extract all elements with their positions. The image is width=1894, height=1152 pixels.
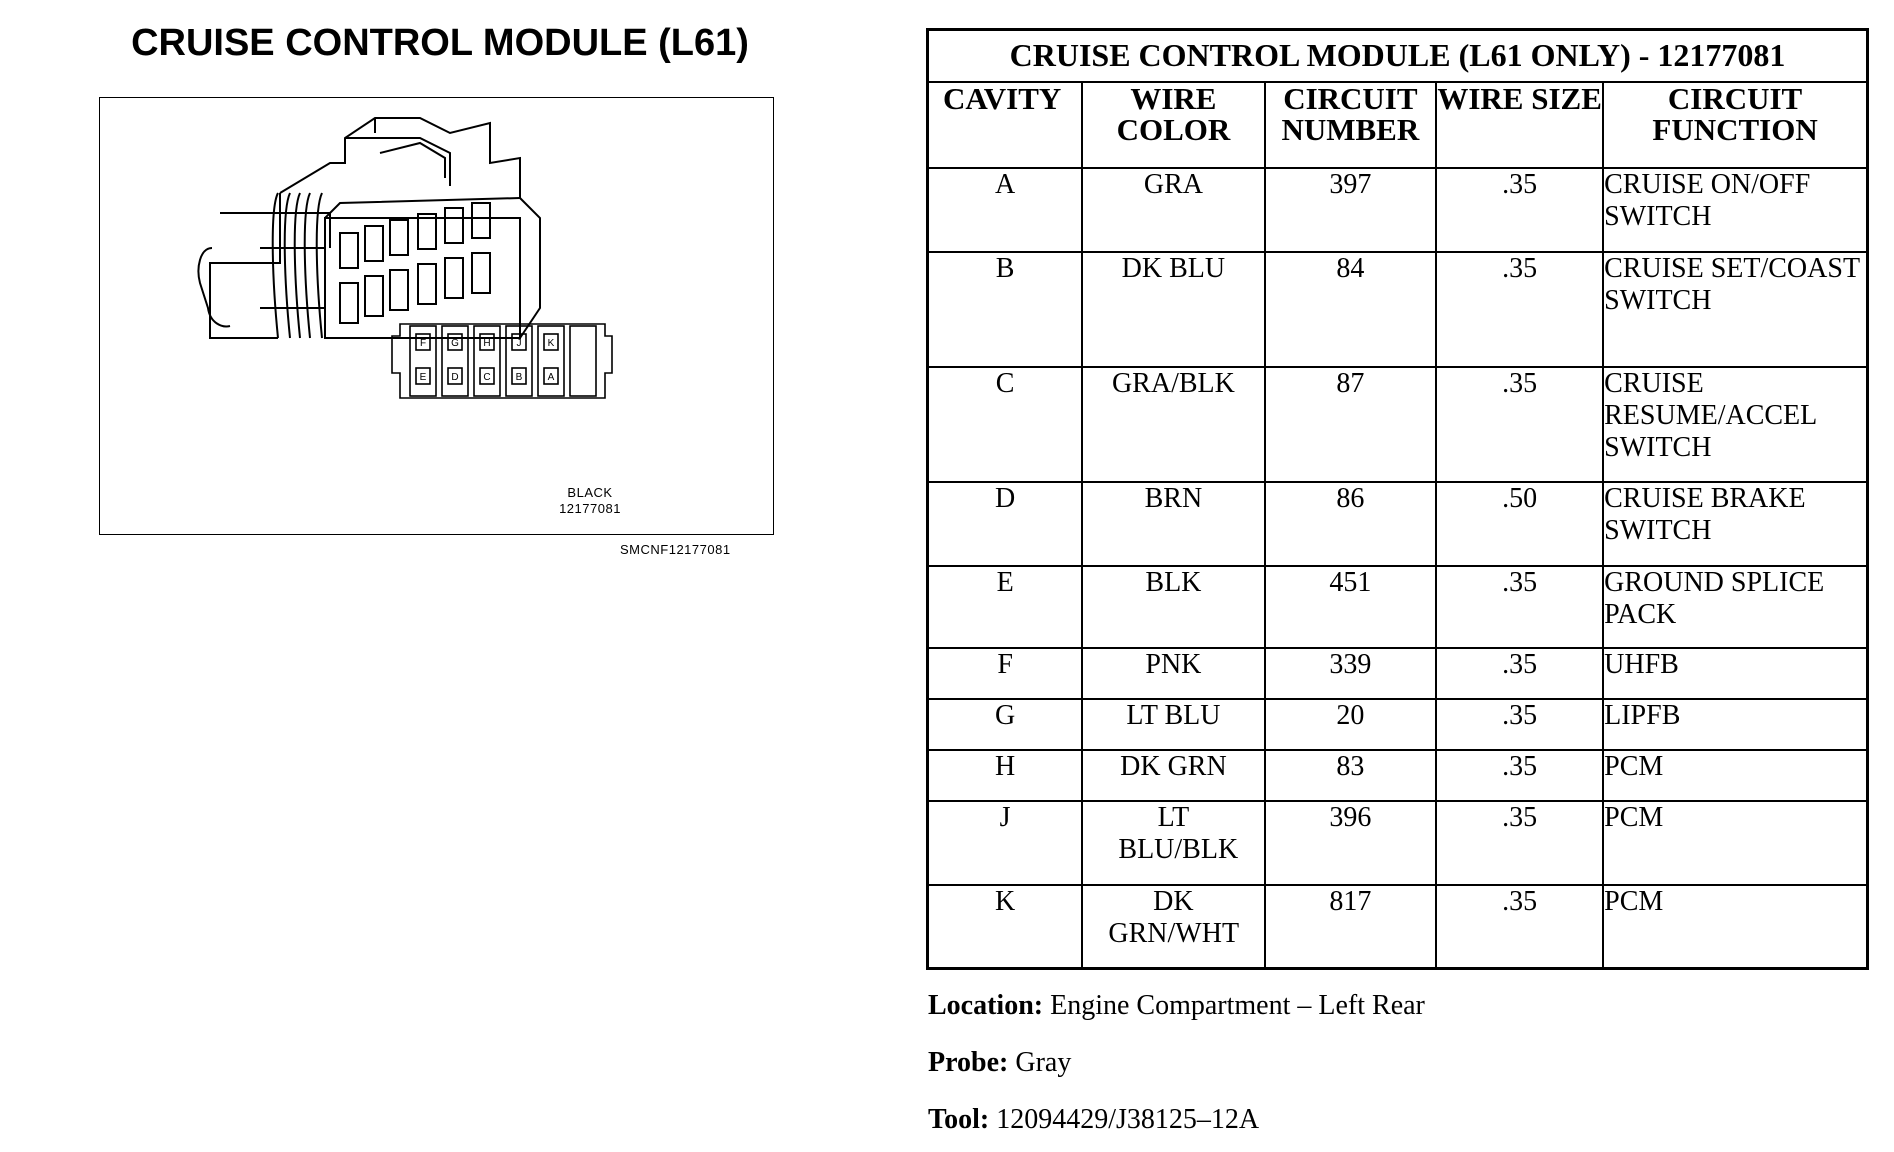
header-wire-color: WIRE COLOR xyxy=(1082,82,1264,168)
cell-circuit-function: UHFB xyxy=(1603,648,1867,699)
cell-circuit-number: 87 xyxy=(1265,367,1437,482)
cell-cavity: J xyxy=(928,801,1083,885)
cell-circuit-function: CRUISE ON/OFF SWITCH xyxy=(1603,168,1867,252)
cell-wire-size: .35 xyxy=(1436,648,1603,699)
header-cavity: CAVITY xyxy=(928,82,1083,168)
cell-cavity: D xyxy=(928,482,1083,566)
figure-code: SMCNF12177081 xyxy=(620,542,731,557)
table-row xyxy=(928,801,1868,885)
cell-circuit-number: 451 xyxy=(1265,566,1437,648)
header-circuit-number: CIRCUIT NUMBER xyxy=(1265,82,1437,168)
connector-pinout-table xyxy=(926,28,1869,970)
cavity-label-K: K xyxy=(547,338,555,349)
tool-value: 12094429/J38125–12A xyxy=(996,1104,1260,1135)
cavity-label-G: G xyxy=(451,338,459,349)
cell-circuit-function: CRUISE SET/COAST SWITCH xyxy=(1603,252,1867,367)
cell-circuit-function: CRUISE RESUME/ACCEL SWITCH xyxy=(1603,367,1867,482)
cavity-label-H: H xyxy=(483,338,491,349)
cell-wire-color: BLK xyxy=(1082,566,1264,648)
cell-wire-color: GRA xyxy=(1082,168,1264,252)
connector-illustration xyxy=(100,98,775,536)
cell-circuit-number: 86 xyxy=(1265,482,1437,566)
table-header-row xyxy=(928,82,1868,168)
header-wire-size: WIRE SIZE xyxy=(1436,82,1603,168)
cell-wire-size: .35 xyxy=(1436,168,1603,252)
cavity-label-J: J xyxy=(516,338,522,349)
cell-circuit-number: 817 xyxy=(1265,885,1437,969)
table-row xyxy=(928,648,1868,699)
cell-cavity: K xyxy=(928,885,1083,969)
connector-part-number: 12177081 xyxy=(559,501,621,516)
cell-wire-color: DK GRN xyxy=(1082,750,1264,801)
table-row xyxy=(928,566,1868,648)
cell-cavity: G xyxy=(928,699,1083,750)
tool-label: Tool: xyxy=(928,1104,990,1135)
cell-wire-size: .35 xyxy=(1436,801,1603,885)
connector-figure xyxy=(99,97,774,535)
table-row xyxy=(928,885,1868,969)
wire-color-text: DK GRN/WHT xyxy=(1108,885,1240,949)
cell-circuit-number: 84 xyxy=(1265,252,1437,367)
cell-circuit-number: 83 xyxy=(1265,750,1437,801)
table-title: CRUISE CONTROL MODULE (L61 ONLY) - 12177081 xyxy=(928,30,1868,82)
cavity-label-A: A xyxy=(547,372,555,383)
cell-wire-color: LT BLU xyxy=(1082,699,1264,750)
table-row xyxy=(928,482,1868,566)
cell-cavity: H xyxy=(928,750,1083,801)
cell-circuit-function: PCM xyxy=(1603,750,1867,801)
probe-label: Probe: xyxy=(928,1047,1009,1078)
cell-cavity: B xyxy=(928,252,1083,367)
cell-circuit-function: PCM xyxy=(1603,885,1867,969)
table-row xyxy=(928,252,1868,367)
cell-circuit-function: CRUISE BRAKE SWITCH xyxy=(1603,482,1867,566)
cell-cavity: C xyxy=(928,367,1083,482)
cell-wire-size: .35 xyxy=(1436,885,1603,969)
cell-wire-size: .35 xyxy=(1436,566,1603,648)
location-value: Engine Compartment – Left Rear xyxy=(1050,990,1425,1021)
cavity-label-E: E xyxy=(419,372,427,383)
wire-color-text: LT BLU/BLK xyxy=(1118,801,1239,865)
cell-circuit-number: 396 xyxy=(1265,801,1437,885)
cell-circuit-function: PCM xyxy=(1603,801,1867,885)
cavity-label-C: C xyxy=(483,372,491,383)
cell-circuit-number: 20 xyxy=(1265,699,1437,750)
cell-cavity: A xyxy=(928,168,1083,252)
cavity-label-B: B xyxy=(515,372,523,383)
cavity-label-D: D xyxy=(451,372,459,383)
table-row xyxy=(928,750,1868,801)
cell-circuit-function: LIPFB xyxy=(1603,699,1867,750)
cell-wire-color xyxy=(1082,885,1264,969)
cell-cavity: F xyxy=(928,648,1083,699)
cell-circuit-number: 397 xyxy=(1265,168,1437,252)
cell-cavity: E xyxy=(928,566,1083,648)
cell-wire-color: BRN xyxy=(1082,482,1264,566)
header-circuit-function: CIRCUIT FUNCTION xyxy=(1603,82,1867,168)
table-row xyxy=(928,699,1868,750)
cell-wire-size: .35 xyxy=(1436,367,1603,482)
cell-wire-size: .50 xyxy=(1436,482,1603,566)
cell-circuit-number: 339 xyxy=(1265,648,1437,699)
table-row xyxy=(928,168,1868,252)
location-line xyxy=(928,990,1425,1022)
probe-line xyxy=(928,1047,1071,1079)
table-row xyxy=(928,367,1868,482)
probe-value: Gray xyxy=(1015,1047,1072,1078)
cavity-label-F: F xyxy=(419,338,427,349)
tool-line xyxy=(928,1104,1259,1136)
cell-wire-color xyxy=(1082,801,1264,885)
diagram-title: CRUISE CONTROL MODULE (L61) xyxy=(131,22,749,64)
cell-wire-size: .35 xyxy=(1436,252,1603,367)
cell-wire-color: PNK xyxy=(1082,648,1264,699)
cell-wire-color: DK BLU xyxy=(1082,252,1264,367)
cell-wire-size: .35 xyxy=(1436,699,1603,750)
cell-wire-size: .35 xyxy=(1436,750,1603,801)
location-label: Location: xyxy=(928,990,1044,1021)
cell-wire-color: GRA/BLK xyxy=(1082,367,1264,482)
connector-color-label: BLACK xyxy=(567,485,613,500)
cell-circuit-function: GROUND SPLICE PACK xyxy=(1603,566,1867,648)
